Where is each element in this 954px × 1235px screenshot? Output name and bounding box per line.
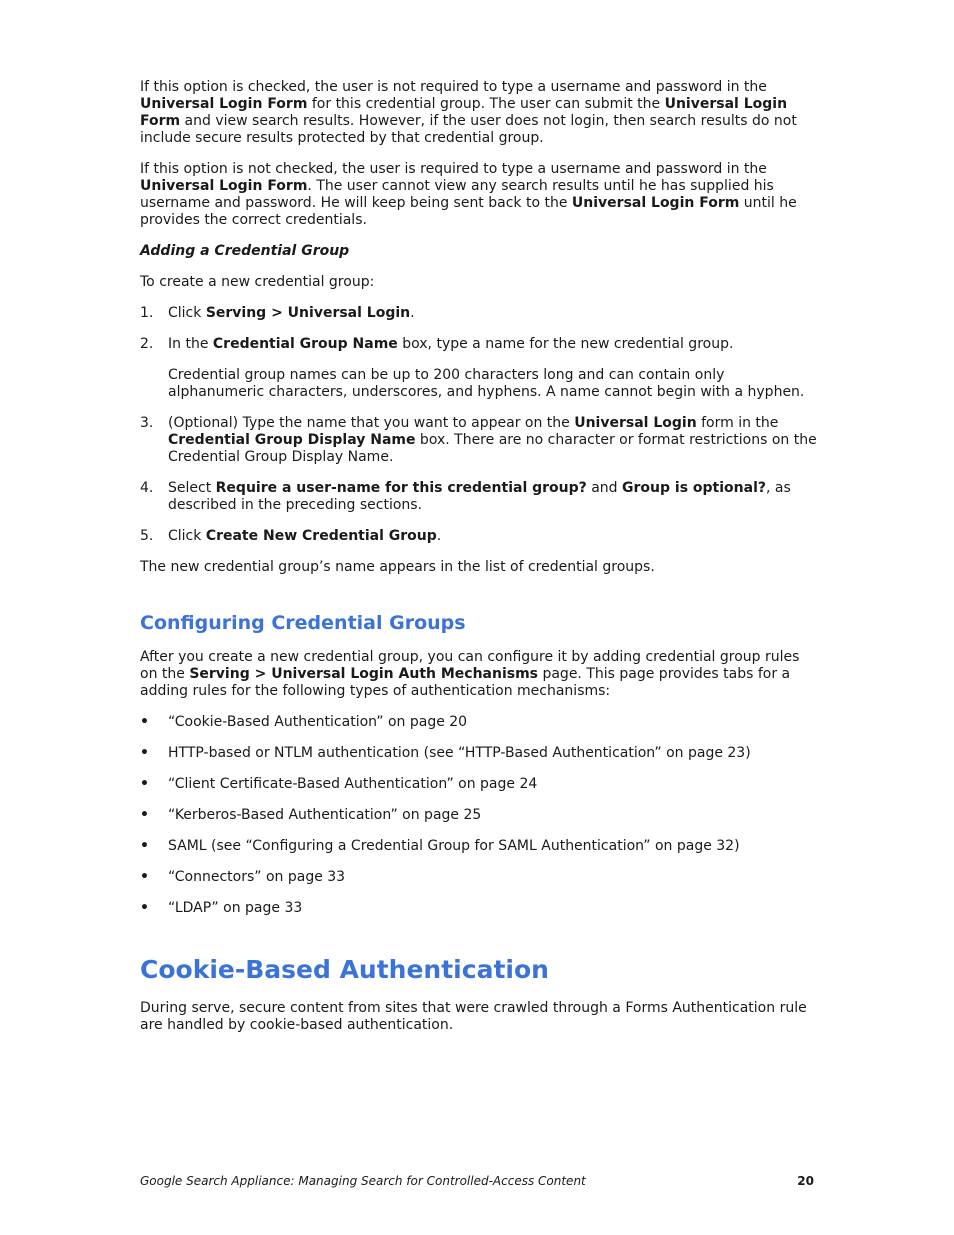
list-item[interactable] [140, 807, 818, 824]
bold-term: Require a user-name for this credential group? [215, 480, 587, 496]
bullet-icon: • [140, 838, 149, 854]
bold-term: Universal Login Form [140, 178, 308, 194]
bold-term: Universal Login [574, 415, 697, 431]
bullet-icon: • [140, 900, 149, 916]
step-item [140, 415, 818, 466]
step-text [168, 336, 818, 353]
page-number: 20 [797, 1174, 814, 1188]
list-item-text: “LDAP” on page 33 [168, 900, 303, 916]
text-run: (Optional) Type the name that you want to appear on the [168, 415, 575, 431]
bold-term: Universal Login Form [571, 195, 740, 211]
text-run: . [436, 528, 442, 544]
text-run: Select [168, 480, 216, 496]
bullet-icon: • [140, 745, 149, 761]
step-number: 5. [140, 528, 154, 544]
bold-term: Credential Group Display Name [168, 432, 416, 448]
section-heading-configuring: Configuring Credential Groups [140, 612, 466, 634]
adding-lead: To create a new credential group: [140, 274, 375, 290]
text-run: page. This page provides tabs for a adding rules for the following types of authentication mechanisms: [140, 666, 791, 699]
step-number: 3. [140, 415, 154, 431]
subheading-adding-credential-group: Adding a Credential Group [140, 243, 350, 259]
text-run: . The user cannot view any search results until he has supplied his username and password. He will keep being sent back to the [140, 178, 774, 211]
text-run: form in the [696, 415, 779, 431]
list-item-text: SAML (see “Configuring a Credential Group for SAML Authentication” on page 32) [168, 838, 740, 854]
chapter-heading-cookie-auth: Cookie-Based Authentication [140, 955, 549, 984]
list-item-text: “Connectors” on page 33 [168, 869, 346, 885]
text-run: If this option is not checked, the user is required to type a username and password in the [140, 161, 767, 177]
list-item-text: HTTP-based or NTLM authentication (see “HTTP-Based Authentication” on page 23) [168, 745, 751, 761]
list-item[interactable] [140, 838, 818, 855]
bullet-icon: • [140, 807, 149, 823]
list-item[interactable] [140, 776, 818, 793]
cookie-paragraph: During serve, secure content from sites that were crawled through a Forms Authentication rule are handled by cookie-based authentication. [140, 1000, 807, 1033]
bullet-icon: • [140, 714, 149, 730]
step-item [140, 528, 818, 545]
list-item-text: “Client Certificate-Based Authentication” on page 24 [168, 776, 538, 792]
step-number: 1. [140, 305, 154, 321]
step-text [168, 415, 818, 466]
text-run: and view search results. However, if the user does not login, then search results do not include secure results protected by that credential group. [140, 113, 797, 146]
configuring-paragraph [140, 649, 818, 700]
bold-term: Universal Login Form [140, 96, 308, 112]
list-item[interactable] [140, 869, 818, 886]
text-run: . [410, 305, 415, 321]
bold-term: Serving > Universal Login Auth Mechanisms [189, 666, 539, 682]
step-number: 2. [140, 336, 154, 352]
page-body [140, 79, 818, 1048]
adding-result: The new credential group’s name appears in the list of credential groups. [140, 559, 655, 575]
step-text [168, 480, 818, 514]
step-number: 4. [140, 480, 154, 496]
text-run: for this credential group. The user can submit the [307, 96, 665, 112]
list-item[interactable] [140, 745, 818, 762]
list-item[interactable] [140, 900, 818, 917]
list-item-text: “Cookie-Based Authentication” on page 20 [168, 714, 468, 730]
step-text [168, 528, 818, 545]
text-run: In the [168, 336, 213, 352]
text-run: box, type a name for the new credential group. [397, 336, 734, 352]
text-run: After you create a new credential group, you can configure it by adding credential group rules on the [140, 649, 800, 682]
text-run: Click [168, 305, 206, 321]
bold-term: Universal Login Form [140, 96, 788, 129]
step-item [140, 480, 818, 514]
footer-title: Google Search Appliance: Managing Search for Controlled-Access Content [140, 1174, 586, 1188]
text-run: , as described in the preceding sections. [168, 480, 791, 513]
text-run: If this option is checked, the user is not required to type a username and password in the [140, 79, 767, 95]
text-run: box. There are no character or format restrictions on the Credential Group Display Name. [168, 432, 817, 465]
steps-list [140, 305, 818, 545]
step-item [140, 305, 818, 322]
step-note: Credential group names can be up to 200 characters long and can contain only alphanumeric characters, underscores, and hyphens. A name cannot begin with a hyphen. [168, 367, 805, 400]
bullet-icon: • [140, 869, 149, 885]
intro-paragraph-1 [140, 79, 818, 147]
bullet-icon: • [140, 776, 149, 792]
bold-term: Create New Credential Group [205, 528, 437, 544]
text-run: Click [168, 528, 206, 544]
mechanisms-list [140, 714, 818, 917]
list-item[interactable] [140, 714, 818, 731]
text-run: and [586, 480, 623, 496]
bold-term: Credential Group Name [212, 336, 398, 352]
bold-term: Group is optional? [622, 480, 766, 496]
text-run: until he provides the correct credentials. [140, 195, 797, 228]
bold-term: Serving > Universal Login [205, 305, 411, 321]
intro-paragraph-2 [140, 161, 818, 229]
list-item-text: “Kerberos-Based Authentication” on page 25 [168, 807, 482, 823]
step-item [140, 336, 818, 401]
step-text [168, 305, 818, 322]
page-footer [140, 1174, 814, 1189]
